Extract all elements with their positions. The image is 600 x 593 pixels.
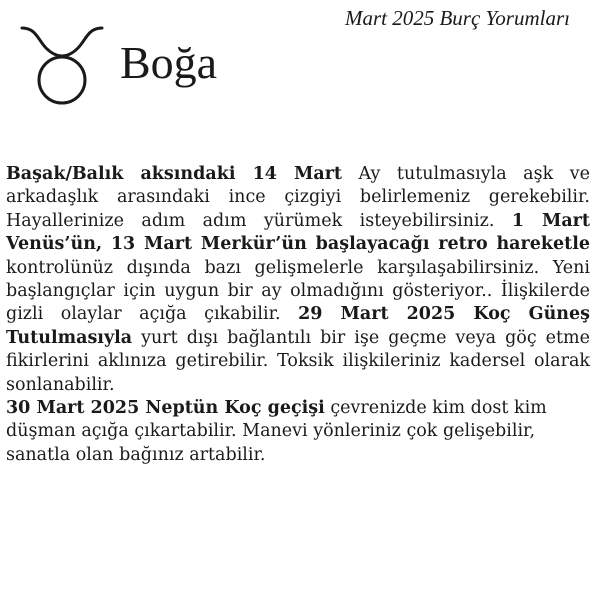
body-text: kontrolünüz dışında bazı gelişmelerle karşılaşabilirsiniz. Yeni başlangıçlar için uygun bir ay olmadığını gösteriyor.. İlişkilerde gizli olaylar açığa çıkabilir. [6, 257, 590, 325]
paragraph-2 [6, 397, 590, 467]
highlight-text: 1 Mart Venüs’ün, 13 Mart Merkür’ün başlayacağı retro hareketle [6, 210, 590, 255]
page-title: Boğa [120, 37, 218, 88]
horoscope-article [6, 163, 590, 467]
body-text: yurt dışı bağlantılı bir işe geçme veya göç etme fikirlerini aklınıza getirebilir. Toksik ilişkileriniz kadersel olarak sonlanabilir. [6, 327, 590, 395]
highlight-text: 30 Mart 2025 Neptün Koç geçişi [6, 398, 325, 419]
paragraph-1 [6, 163, 590, 397]
body-text: Ay tutulmasıyla aşk ve arkadaşlık arasındaki ince çizgiyi belirlemeniz gerekebilir. Hayallerinize adım adım yürümek isteyebilirsiniz. [6, 164, 590, 231]
highlight-text: Başak/Balık aksındaki 14 Mart [6, 164, 343, 184]
taurus-symbol-icon [12, 14, 112, 114]
page-subtitle: Mart 2025 Burç Yorumları [344, 6, 570, 30]
highlight-text: 29 Mart 2025 Koç Güneş Tutulmasıyla [6, 304, 590, 348]
body-text: çevrenizde kim dost kim düşman açığa çıkartabilir. Manevi yönleriniz çok gelişebilir, sanatla olan bağınız artabilir. [6, 398, 547, 465]
